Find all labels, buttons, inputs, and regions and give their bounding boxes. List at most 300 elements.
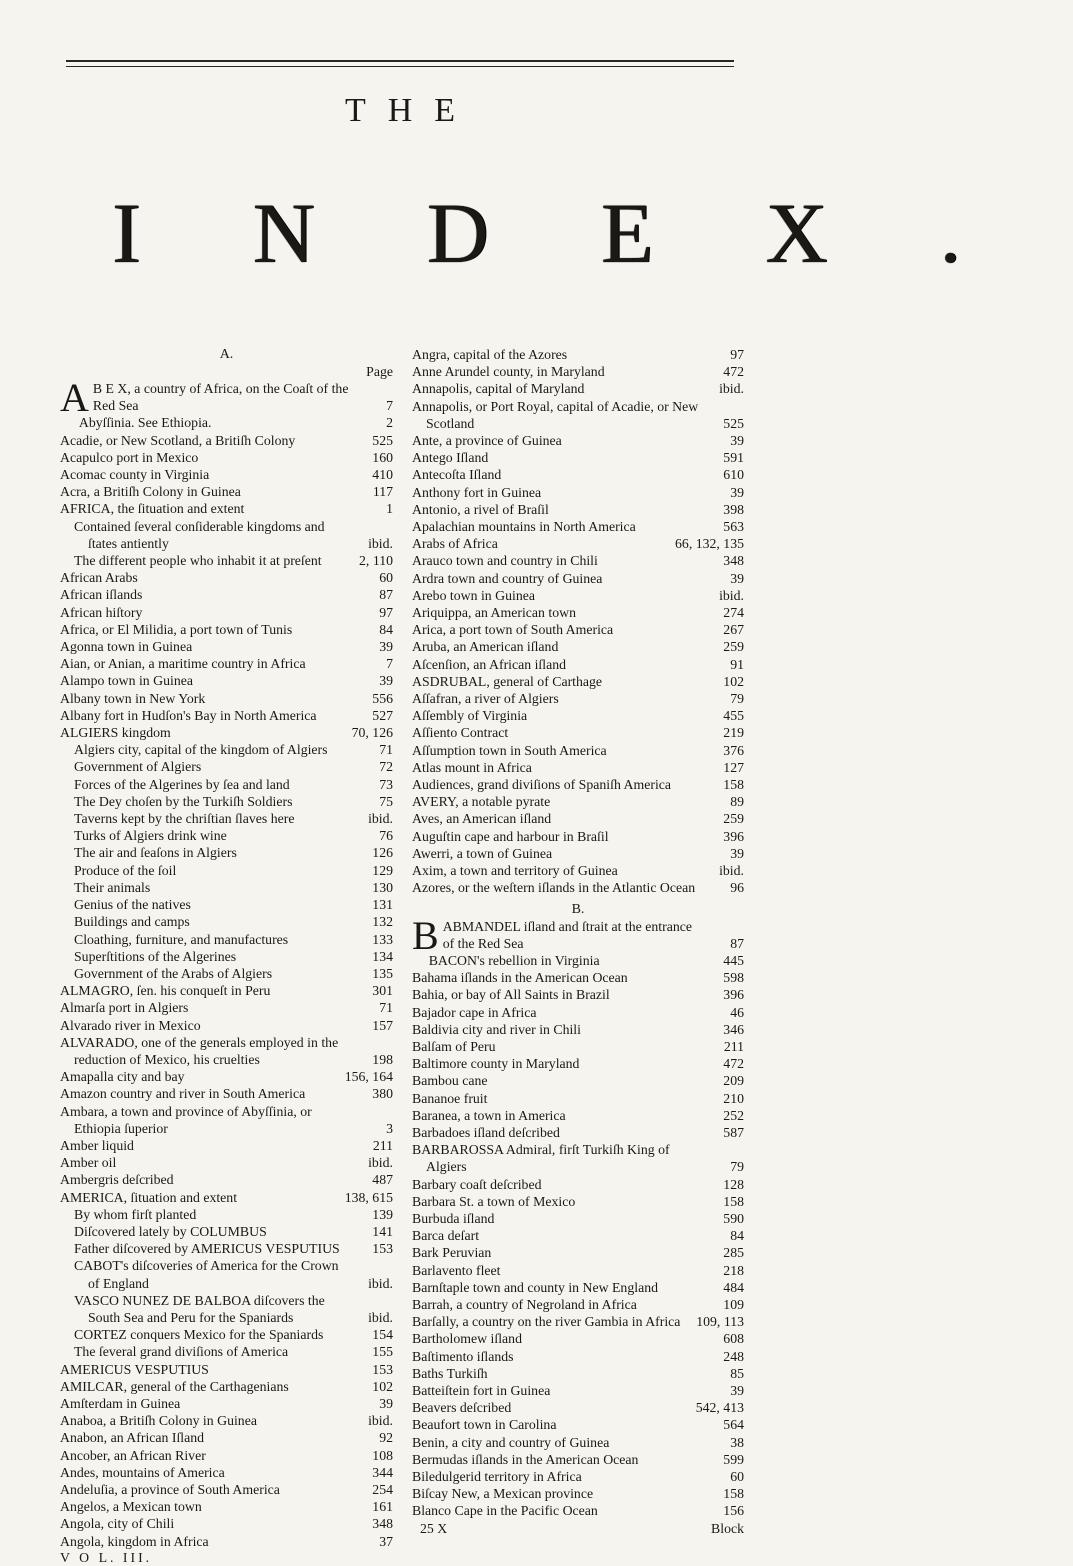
index-entry (412, 952, 744, 969)
entry-text: Alampo town in Guinea (60, 673, 193, 689)
entry-page: 130 (372, 879, 393, 895)
index-entry: Agonna town in Guinea 39 (60, 639, 393, 655)
entry-text: Beaufort town in Carolina (412, 1417, 557, 1433)
entry-page: 156 (723, 1503, 744, 1519)
index-entry (60, 896, 393, 913)
entry-page: 564 (723, 1417, 744, 1433)
entry-text: The ſeveral grand diviſions of America (74, 1344, 289, 1360)
entry-text: Andeluſia, a province of South America (60, 1482, 280, 1497)
entry-text: Aſſafran, a river of Algiers (412, 691, 559, 707)
entry-text: Amber liquid (60, 1137, 134, 1153)
entry-text: Barrah, a country of Negroland in Africa (412, 1296, 637, 1312)
index-entry (60, 1240, 393, 1257)
index-entry: Turks of Algiers drink wine 76 (74, 828, 393, 844)
index-entry (412, 1330, 744, 1347)
entry-text: Barbara St. a town of Mexico (412, 1193, 576, 1209)
index-entry (60, 1326, 393, 1343)
entry-text: Bartholomew iſland (412, 1331, 522, 1347)
entry-text: Benin, a city and country of Guinea (412, 1434, 610, 1450)
entry-text: Cloathing, furniture, and manufactures (74, 931, 289, 947)
index-entry: Ante, a province of Guinea 39 (412, 433, 744, 449)
entry-text: Balſam of Peru (412, 1038, 496, 1054)
entry-text: CABOT's diſcoveries of America for the Crown of England (74, 1258, 339, 1291)
index-entry (60, 483, 393, 500)
entry-text: Acadie, or New Scotland, a Britiſh Colony (60, 432, 296, 448)
index-entry (60, 432, 393, 449)
index-entry (412, 1485, 744, 1502)
index-entry (60, 724, 393, 741)
letter-heading-a: A. (219, 347, 234, 362)
entry-text: Contained ſeveral conſiderable kingdoms and ſtates antiently (74, 518, 325, 551)
entry-text: Barnſtaple town and county in New England (412, 1279, 658, 1295)
index-entry: Abyſſinia. See Ethiopia. 2 (78, 415, 393, 431)
entry-page: 127 (723, 759, 744, 775)
entry-text: ALGIERS kingdom (60, 725, 171, 741)
entry-page: 376 (723, 742, 744, 758)
entry-page: 252 (723, 1107, 744, 1123)
entry-text: Genius of the natives (74, 897, 191, 913)
index-entry (60, 965, 393, 982)
entry-text: Barbadoes iſland deſcribed (412, 1124, 560, 1140)
entry-page: 160 (372, 449, 393, 465)
index-entry (412, 1107, 744, 1124)
index-entry (60, 1206, 393, 1223)
index-entry (412, 449, 744, 466)
entry-page: 132 (372, 914, 393, 930)
entry-text: The Dey choſen by the Turkiſh Soldiers (74, 793, 293, 809)
volume-label: V O L. III. (60, 1549, 153, 1565)
letter-heading-b: B. (571, 901, 585, 917)
index-entry (60, 1481, 393, 1498)
entry-text: The air and ſeaſons in Algiers (74, 845, 237, 861)
entry-text: Ancober, an African River (60, 1447, 206, 1463)
entry-text: Arabs of Africa (412, 536, 498, 552)
index-entry: Amſterdam in Guinea 39 (60, 1395, 393, 1411)
index-entry (412, 518, 744, 535)
entry-text: Ambergris deſcribed (60, 1172, 174, 1188)
entry-text: Their animals (74, 879, 151, 895)
index-entry (60, 982, 393, 999)
index-entry (412, 1244, 744, 1261)
entry-text: Buildings and camps (74, 914, 190, 930)
index-entry (60, 862, 393, 879)
entry-text: Apalachian mountains in North America (412, 519, 636, 535)
index-entry: African Arabs 60 (60, 570, 393, 586)
index-entry (412, 1072, 744, 1089)
entry-text: Ante, a province of Guinea (412, 433, 562, 449)
entry-page: 396 (723, 828, 744, 844)
index-entry (412, 363, 744, 380)
index-entry: Benin, a city and country of Guinea 38 (412, 1434, 744, 1450)
index-entry: Alampo town in Guinea 39 (60, 673, 393, 689)
entry-text: Aſcenſion, an African iſland (412, 656, 567, 672)
index-entry (412, 1348, 744, 1365)
entry-page: 254 (372, 1482, 393, 1497)
entry-text: Superſtitions of the Algerines (74, 948, 237, 964)
entry-page: 157 (372, 1017, 393, 1033)
index-entry (60, 1068, 393, 1085)
entry-text: Amber oil (60, 1155, 117, 1171)
entry-page: 484 (723, 1279, 744, 1295)
index-entry (60, 1171, 393, 1188)
entry-page: 344 (372, 1464, 393, 1480)
entry-text: Taverns kept by the chriſtian ſlaves here (74, 811, 295, 827)
entry-text: Axim, a town and territory of Guinea (412, 863, 618, 879)
entry-page: 154 (372, 1327, 393, 1343)
index-entry (412, 501, 744, 518)
entry-page: 108 (372, 1447, 393, 1463)
entry-text: Bananoe fruit (412, 1090, 488, 1106)
entry-text: Aſſiento Contract (412, 725, 509, 741)
entry-text: Albany town in New York (60, 690, 206, 706)
entry-page: 472 (723, 1056, 744, 1072)
index-entry (412, 1262, 744, 1279)
index-entry (60, 1257, 393, 1291)
index-entry (412, 673, 744, 690)
index-entry: Ardra town and country of Guinea 39 (412, 570, 744, 586)
entry-page: 139 (372, 1206, 393, 1222)
entry-text: Agonna town in Guinea (60, 639, 193, 655)
entry-page: 259 (723, 639, 744, 655)
entry-page: 87 (730, 935, 744, 951)
entry-text: Arauco town and country in Chili (412, 553, 598, 569)
index-entry (412, 707, 744, 724)
entry-page: 587 (723, 1124, 744, 1140)
index-entry: Algiers city, capital of the kingdom of Algiers 71 (74, 742, 393, 758)
index-entry (412, 810, 744, 827)
index-entry (60, 690, 393, 707)
entry-text: Arebo town in Guinea (412, 587, 535, 603)
index-entry (412, 1176, 744, 1193)
entry-page: 301 (372, 983, 393, 999)
entry-page: 66, 132, 135 (675, 536, 744, 552)
entry-page: 161 (372, 1499, 393, 1515)
entry-page: 129 (372, 862, 393, 878)
entry-text: Anabon, an African Iſland (60, 1430, 205, 1446)
entry-page: ibid. (719, 587, 744, 603)
entry-text: Blanco Cape in the Pacific Ocean (412, 1503, 598, 1519)
entry-text: Angola, city of Chili (60, 1516, 175, 1532)
index-entry (412, 1090, 744, 1107)
entry-page: ibid. (368, 1413, 393, 1429)
index-entry: BARBAROSSA Admiral, firſt Turkiſh King of Algiers 79 (412, 1142, 744, 1175)
index-entry (60, 1034, 393, 1068)
index-entry (412, 1021, 744, 1038)
index-entry: Forces of the Algerines by ſea and land 73 (74, 776, 393, 792)
entry-page: 153 (372, 1361, 393, 1377)
index-entry (60, 879, 393, 896)
index-entry (60, 931, 393, 948)
entry-text: ALMAGRO, ſen. his conqueſt in Peru (60, 983, 271, 999)
index-entry-first-b (412, 912, 744, 958)
entry-text: Anaboa, a Britiſh Colony in Guinea (60, 1413, 257, 1429)
index-entry (60, 1464, 393, 1481)
index-entry (412, 986, 744, 1003)
entry-text: ALVARADO, one of the generals employed in the reduction of Mexico, his cruelties (60, 1034, 339, 1067)
index-entry (412, 587, 744, 604)
entry-page: 218 (723, 1262, 744, 1278)
entry-page: 259 (723, 811, 744, 827)
entry-text: African Arabs (60, 570, 138, 586)
entry-text: Baths Turkiſh (412, 1365, 488, 1381)
catchword: Block (711, 1520, 744, 1536)
entry-page: 210 (723, 1090, 744, 1106)
entry-text: AMILCAR, general of the Carthagenians (60, 1378, 289, 1394)
index-entry: African iſlands 87 (60, 587, 393, 603)
entry-text: Amapalla city and bay (60, 1069, 185, 1085)
entry-text: Aian, or Anian, a maritime country in Africa (60, 656, 306, 672)
entry-page: 398 (723, 501, 744, 517)
entry-page: 598 (723, 970, 744, 986)
title-index: INDEX. (112, 185, 1073, 281)
entry-page: 158 (723, 1193, 744, 1209)
entry-page: 527 (372, 707, 393, 723)
entry-text: Anne Arundel county, in Maryland (412, 364, 605, 380)
entry-text: Antecoſta Iſland (412, 467, 502, 483)
entry-page: 211 (723, 1038, 744, 1054)
index-entry (60, 1343, 393, 1360)
index-entry (60, 1361, 393, 1378)
page-signature-row (412, 1520, 744, 1537)
top-rule (66, 60, 734, 62)
index-entry: Azores, or the weſtern iſlands in the Atlantic Ocean 96 (412, 880, 744, 896)
index-entry (412, 1451, 744, 1468)
index-entry (412, 604, 744, 621)
entry-text: Arica, a port town of South America (412, 622, 614, 638)
entry-page: 198 (372, 1051, 393, 1067)
index-entry (412, 398, 744, 432)
entry-page: 138, 615 (344, 1189, 393, 1205)
entry-text: AFRICA, the ſituation and extent (60, 501, 245, 517)
entry-page: 267 (723, 622, 744, 638)
entry-text: Baranea, a town in America (412, 1107, 566, 1123)
index-entry: Barca deſart 84 (412, 1228, 744, 1244)
entry-text: Bajador cape in Africa (412, 1004, 537, 1020)
entry-text: Aſſembly of Virginia (412, 708, 528, 724)
entry-text: Anthony fort in Guinea (412, 484, 542, 500)
entry-page: ibid. (719, 381, 744, 397)
entry-page: ibid. (368, 811, 393, 827)
index-entry (60, 466, 393, 483)
index-entry (412, 1038, 744, 1055)
index-entry (60, 552, 393, 569)
entry-page: 219 (723, 725, 744, 741)
entry-page: 2, 110 (359, 553, 393, 569)
entry-text: Bahia, or bay of All Saints in Brazil (412, 987, 610, 1003)
drop-cap-a: A (60, 375, 89, 420)
left-entry-list (60, 414, 393, 1549)
index-entry: Almarſa port in Algiers 71 (60, 1000, 393, 1016)
entry-text: Forces of the Algerines by ſea and land (74, 776, 290, 792)
index-entry: Batteiſtein fort in Guinea 39 (412, 1382, 744, 1398)
entry-page: 211 (372, 1137, 393, 1153)
index-entry (60, 913, 393, 930)
index-entry (412, 621, 744, 638)
title-the: THE (344, 92, 478, 129)
entry-text: Turks of Algiers drink wine (74, 828, 227, 844)
index-entry (412, 862, 744, 879)
index-entry (412, 1399, 744, 1416)
entry-page: 285 (723, 1245, 744, 1261)
entry-text: ASDRUBAL, general of Carthage (412, 673, 603, 689)
entry-page: 7 (386, 398, 393, 414)
entry-text: Atlas mount in Africa (412, 759, 532, 775)
index-entry: Biledulgerid territory in Africa 60 (412, 1469, 744, 1484)
entry-text: Government of Algiers (74, 759, 202, 775)
index-entry: AFRICA, the ſituation and extent 1 (60, 501, 393, 517)
entry-text: Awerri, a town of Guinea (412, 845, 553, 861)
entry-text: Andes, mountains of America (60, 1464, 225, 1480)
entry-text: Albany fort in Hudſon's Bay in North America (60, 707, 317, 723)
entry-text: Batteiſtein fort in Guinea (412, 1382, 551, 1398)
index-entry (412, 776, 744, 793)
entry-text: Father diſcovered by AMERICUS VESPUTIUS (74, 1241, 340, 1257)
entry-text: Antonio, a rivel of Braſil (412, 501, 549, 517)
entry-page: 128 (723, 1176, 744, 1192)
volume-footer (60, 1549, 393, 1566)
entry-text: CORTEZ conquers Mexico for the Spaniards (74, 1327, 324, 1343)
index-entry-first-a (60, 375, 393, 420)
index-entry (60, 1498, 393, 1515)
index-entry: Aſcenſion, an African iſland 91 (412, 656, 744, 672)
entry-text: Bahama iſlands in the American Ocean (412, 970, 628, 986)
index-entry (60, 707, 393, 724)
entry-page: 348 (372, 1516, 393, 1532)
index-entry (60, 1017, 393, 1034)
entry-page: 109 (723, 1296, 744, 1312)
entry-page: 380 (372, 1086, 393, 1102)
entry-text: Ambara, a town and province of Abyſſinia, or Ethiopia ſuperior (60, 1103, 312, 1136)
index-entry (412, 1416, 744, 1433)
entry-text: Annapolis, capital of Maryland (412, 381, 585, 397)
page-label: Page (366, 364, 393, 379)
index-entry: African hiſtory 97 (60, 604, 393, 620)
entry-page: 487 (372, 1172, 393, 1188)
index-entry (412, 552, 744, 569)
entry-page: ibid. (368, 1309, 393, 1325)
index-entry (60, 518, 393, 552)
entry-text: B E X, a country of Africa, on the Coaſt of the Red Sea (92, 381, 349, 414)
index-entry: AVERY, a notable pyrate 89 (412, 794, 744, 810)
right-column (412, 346, 744, 1537)
entry-page: 556 (372, 690, 393, 706)
entry-text: Aves, an American iſland (412, 811, 552, 827)
entry-text: Angola, kingdom in Africa (60, 1533, 209, 1549)
index-entry (412, 1502, 744, 1519)
right-entry-list-a (412, 346, 744, 897)
index-entry: Ambara, a town and province of Abyſſinia, or Ethiopia ſuperior 3 (60, 1103, 393, 1136)
entry-text: ABMANDEL iſland and ſtrait at the entrance of the Red Sea (442, 918, 692, 951)
entry-text: BARBAROSSA Admiral, firſt Turkiſh King of Algiers (412, 1142, 670, 1175)
entry-page: 610 (723, 467, 744, 483)
drop-cap-b: B (412, 912, 439, 958)
index-entry: Bajador cape in Africa 46 (412, 1004, 744, 1020)
entry-text: By whom firſt planted (74, 1206, 197, 1222)
index-entry (60, 844, 393, 861)
entry-page: ibid. (368, 535, 393, 551)
entry-page: 608 (723, 1331, 744, 1347)
index-entry (60, 1378, 393, 1395)
entry-text: Abyſſinia. See Ethiopia. (78, 415, 212, 431)
index-entry (412, 380, 744, 397)
index-entry: Anthony fort in Guinea 39 (412, 484, 744, 500)
entry-text: Auguſtin cape and harbour in Braſil (412, 828, 609, 844)
entry-text: Barſally, a country on the river Gambia in Africa (412, 1314, 681, 1330)
index-entry (412, 638, 744, 655)
index-entry: Angra, capital of the Azores 97 (412, 347, 744, 362)
entry-text: Baldivia city and river in Chili (412, 1021, 581, 1037)
index-entry: Baths Turkiſh 85 (412, 1365, 744, 1381)
entry-page: 70, 126 (351, 725, 393, 741)
index-entry (412, 1055, 744, 1072)
index-entry (60, 1137, 393, 1154)
entry-page: ibid. (719, 863, 744, 879)
index-entry: Africa, or El Milidia, a port town of Tunis 84 (60, 621, 393, 637)
index-entry (412, 466, 744, 483)
entry-page: 248 (723, 1348, 744, 1364)
entry-text: Amazon country and river in South America (60, 1086, 306, 1102)
entry-text: Produce of the ſoil (74, 862, 177, 878)
index-entry (412, 1296, 744, 1313)
index-entry: Awerri, a town of Guinea 39 (412, 845, 744, 861)
entry-text: Government of the Arabs of Algiers (74, 965, 273, 981)
entry-text: Annapolis, or Port Royal, capital of Acadie, or New Scotland (412, 398, 699, 431)
entry-text: Aſſumption town in South America (412, 742, 607, 758)
entry-text: Angra, capital of the Azores (412, 347, 568, 362)
index-entry (60, 1515, 393, 1532)
entry-text: Aruba, an American iſland (412, 639, 559, 655)
index-entry (412, 828, 744, 845)
entry-page: 445 (723, 952, 744, 968)
entry-page: 542, 413 (695, 1400, 744, 1416)
entry-page: 158 (723, 1486, 744, 1502)
index-entry (60, 810, 393, 827)
index-entry (412, 1193, 744, 1210)
entry-text: Barbary coaſt deſcribed (412, 1176, 542, 1192)
entry-text: Acapulco port in Mexico (60, 449, 199, 465)
entry-text: Biſcay New, a Mexican province (412, 1486, 594, 1502)
index-entry (60, 1223, 393, 1240)
entry-text: African iſlands (60, 587, 143, 603)
entry-page: 525 (723, 415, 744, 431)
index-entry (412, 535, 744, 552)
right-entry-list-b (412, 952, 744, 1520)
entry-page: 346 (723, 1021, 744, 1037)
index-entry: Aian, or Anian, a maritime country in Africa 7 (60, 656, 393, 672)
entry-page: 156, 164 (344, 1069, 393, 1085)
entry-page: 348 (723, 553, 744, 569)
entry-text: Azores, or the weſtern iſlands in the Atlantic Ocean (412, 880, 696, 896)
entry-text: VASCO NUNEZ DE BALBOA diſcovers the South Sea and Peru for the Spaniards (74, 1292, 325, 1325)
entry-page: 563 (723, 519, 744, 535)
index-entry (412, 969, 744, 986)
entry-page: 525 (372, 432, 393, 448)
entry-text: Acra, a Britiſh Colony in Guinea (60, 484, 241, 500)
entry-page: 134 (372, 948, 393, 964)
entry-page: 472 (723, 364, 744, 380)
entry-page: 591 (723, 450, 744, 466)
entry-page: 131 (372, 897, 393, 913)
index-entry (412, 1279, 744, 1296)
entry-text: Alvarado river in Mexico (60, 1017, 201, 1033)
entry-text: Audiences, grand diviſions of Spaniſh America (412, 777, 672, 793)
entry-page: 126 (372, 845, 393, 861)
index-entry (412, 724, 744, 741)
entry-text: AVERY, a notable pyrate (412, 794, 551, 810)
entry-text: Ardra town and country of Guinea (412, 570, 603, 586)
entry-page: 455 (723, 708, 744, 724)
entry-text: BACON's rebellion in Virginia (428, 952, 600, 968)
